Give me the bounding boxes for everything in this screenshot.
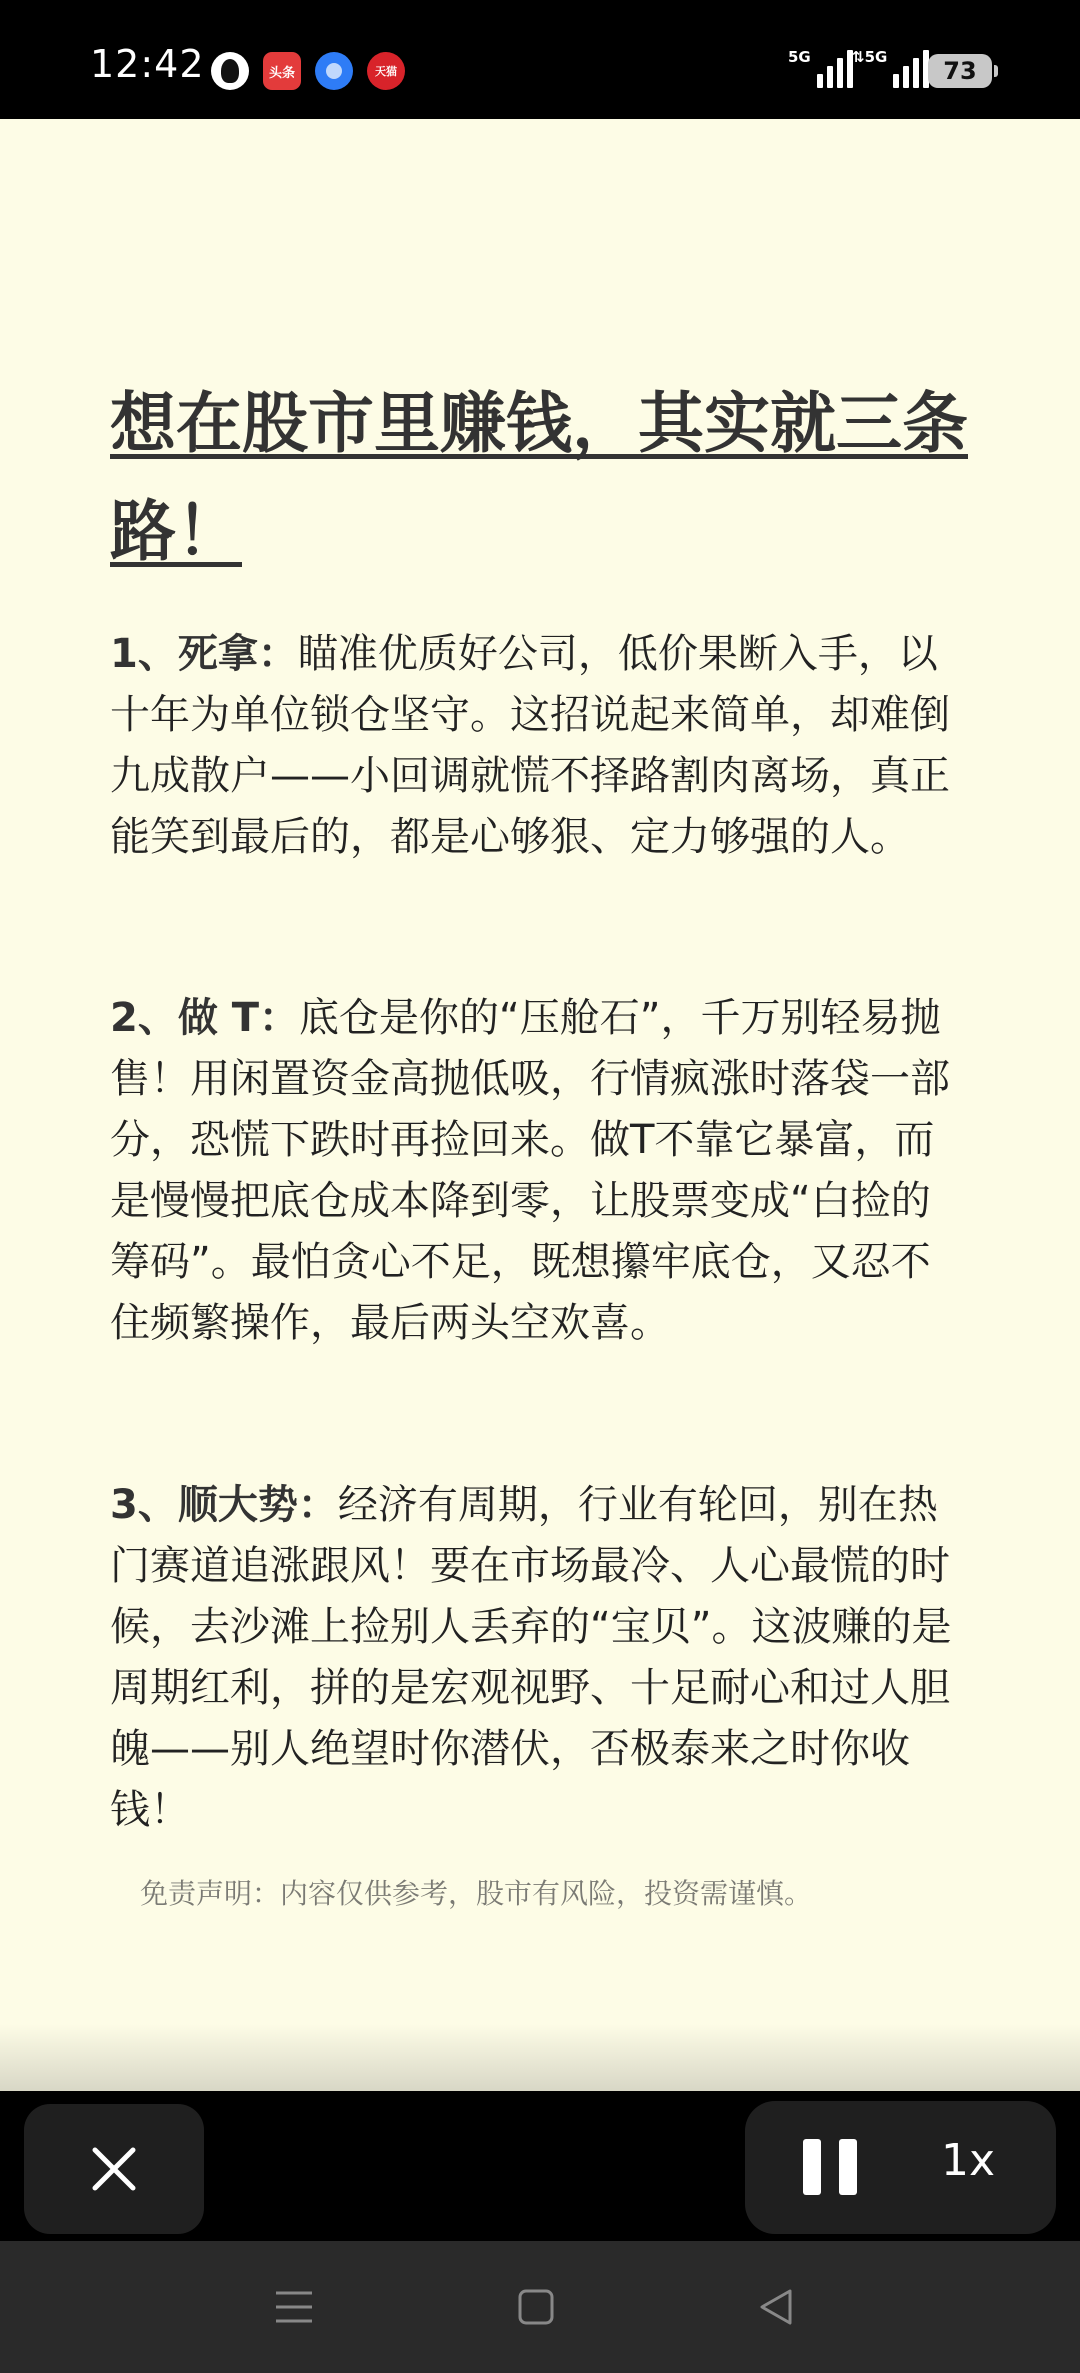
home-icon [517,2288,555,2326]
home-nav-button[interactable] [512,2283,560,2331]
status-bar [0,0,1080,119]
menu-icon [274,2289,314,2325]
pause-button[interactable] [803,2139,859,2195]
signal-strength-icon-2 [852,48,929,88]
pause-icon [803,2139,821,2195]
back-nav-button[interactable] [752,2283,800,2331]
notification-icons [211,52,405,90]
paragraph-2 [110,988,970,1354]
battery-icon: 73 [928,54,992,88]
signal-bar [913,58,919,88]
paragraph-lead: 1、死拿： [110,631,298,677]
signal-bar [817,74,823,88]
signal-bar [903,66,909,88]
network-type-text: 5G [864,48,888,66]
signal-bar [893,74,899,88]
paragraph-1 [110,624,970,868]
paragraph-lead: 3、顺大势： [110,1482,338,1528]
paragraph-3 [110,1475,970,1841]
paragraph-lead: 2、做 T： [110,995,300,1041]
tmall-icon: 天猫 [367,52,405,90]
close-button[interactable] [24,2104,204,2234]
paragraph-body: 底仓是你的“压舱石”，千万别轻易抛售！用闲置资金高抛低吸，行情疯涨时落袋一部分，恐慌下跌时再捡回来。做T不靠它暴富，而是慢慢把底仓成本降到零，让股票变成“白捡的筹码”。最怕贪心不足，既想攥牢底仓，又忍不住频繁操作，最后两头空欢喜。 [110,995,950,1346]
system-nav-bar [0,2241,1080,2373]
browser-icon [315,52,353,90]
qq-icon [211,52,249,90]
playback-speed-button[interactable]: 1x [941,2135,996,2186]
status-time: 12:42 [90,42,205,86]
signal-bar [837,58,843,88]
back-icon [756,2287,796,2327]
signal-strength-icon [788,48,853,88]
article-content [0,119,1080,2091]
bottom-fade [0,2024,1080,2091]
signal-bar [827,66,833,88]
network-type-label: 5G [788,48,811,66]
playback-controls [745,2101,1056,2234]
paragraph-body: 经济有周期，行业有轮回，别在热门赛道追涨跟风！要在市场最冷、人心最慌的时候，去沙滩上捡别人丢弃的“宝贝”。这波赚的是周期红利，拼的是宏观视野、十足耐心和过人胆魄——别人绝望时你潜伏，否极泰来之时你收钱！ [110,1482,952,1833]
article-title: 想在股市里赚钱，其实就三条路！ [110,385,968,570]
toutiao-icon: 头条 [263,52,301,90]
menu-nav-button[interactable] [270,2283,318,2331]
disclaimer: 免责声明：内容仅供参考，股市有风险，投资需谨慎。 [140,1877,813,1910]
close-icon [91,2146,137,2192]
paragraph-body: 瞄准优质好公司，低价果断入手，以十年为单位锁仓坚守。这招说起来简单，却难倒九成散户——小回调就慌不择路割肉离场，真正能笑到最后的，都是心够狠、定力够强的人。 [110,631,950,860]
pause-icon [839,2139,857,2195]
network-type-label-2: ⇅5G [852,48,888,66]
player-bar [0,2091,1080,2241]
